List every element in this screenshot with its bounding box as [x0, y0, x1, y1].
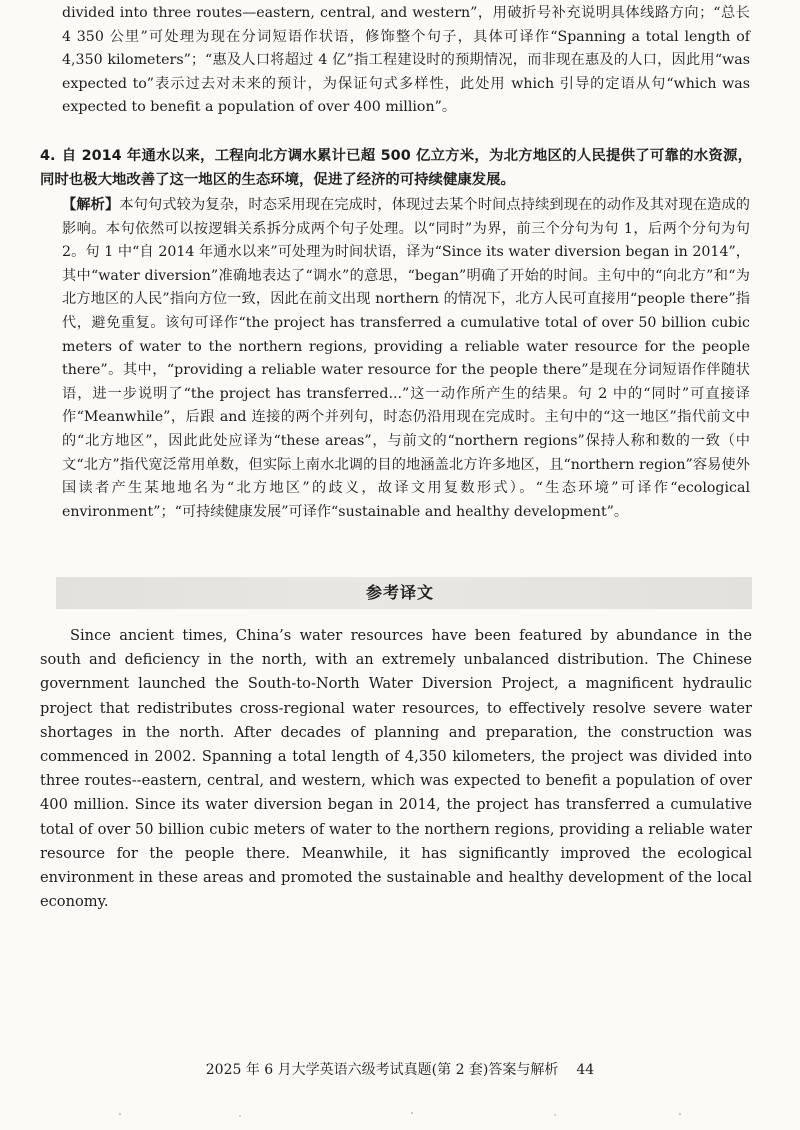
question-4-sentence	[40, 144, 752, 192]
page-number: 44	[576, 1062, 595, 1078]
analysis-paragraph	[62, 194, 750, 524]
reference-translation-paragraph	[40, 624, 752, 914]
analysis-continuation-paragraph: divided into three routes—eastern, central, and western”，用破折号补充说明具体线路方向；“总长 4 350 公里”可处理为现在分词短语作状语，修饰整个句子，具体可译作“Spanning a total length of 4,350 kilometers”；“惠及人口将超过 4 亿”指工程建设时的预期情况，而非现在惠及的人口，因此用“was expected to”表示过去对未来的预计，为保证句式多样性，此处用 which 引导的定语从句“which was expected to benefit a population of over 400 million”。	[62, 5, 750, 116]
question-4-text: 自 2014 年通水以来，工程向北方调水累计已超 500 亿立方米，为北方地区的人民提供了可靠的水资源，同时也极大地改善了这一地区的生态环境，促进了经济的可持续健康发展。	[40, 148, 752, 188]
scan-specks	[100, 1110, 700, 1120]
analysis-tag: 【解析】	[62, 197, 120, 213]
analysis-text: 本句句式较为复杂，时态采用现在完成时，体现过去某个时间点持续到现在的动作及其对现在造成的影响。本句依然可以按逻辑关系拆分成两个句子处理。以“同时”为界，前三个分句为句 1，后两个分句为句 2。句 1 中“自 2014 年通水以来”可处理为时间状语，译为“Since its water diversion began in 2014”，其中“water diversion”准确地表达了“调水”的意思，“began”明确了开始的时间。主句中的“向北方”和“为北方地区的人民”指向方位一致，因此在前文出现 northern 的情况下，北方人民可直接用“people there”指代，避免重复。该句可译作“the project has transferred a cumulative total of over 50 billion cubic meters of water to the northern regions, providing a reliable water resource for the people there”。其中，“providing a reliable water resource for the people there”是现在分词短语作伴随状语，进一步说明了“the project has transferred...”这一动作所产生的结果。句 2 中的“同时”可直接译作“Meanwhile”，后跟 and 连接的两个并列句，时态仍沿用现在完成时。主句中的“这一地区”指代前文中的“北方地区”，因此此处应译为“these areas”，与前文的“northern regions”保持人称和数的一致（中文“北方”指代宽泛常用单数，但实际上南水北调的目的地涵盖北方许多地区，且“northern region”容易使外国读者产生某地地名为“北方地区”的歧义，故译文用复数形式）。“生态环境”可译作“ecological environment”；“可持续健康发展”可译作“sustainable and healthy development”。	[62, 197, 750, 520]
reference-translation-text: Since ancient times, China’s water resources have been featured by abundance in the south and deficiency in the north, with an extremely unbalanced distribution. The Chinese government launched the South-to-North Water Diversion Project, a magnificent hydraulic project that redistributes cross-regional water resources, to effectively resolve severe water shortages in the north. After decades of planning and preparation, the construction was commenced in 2002. Spanning a total length of 4,350 kilometers, the project was divided into three routes--eastern, central, and western, which was expected to benefit a population of over 400 million. Since its water diversion began in 2014, the project has transferred a cumulative total of over 50 billion cubic meters of water to the northern regions, providing a reliable water resource for the people there. Meanwhile, it has significantly improved the ecological environment in these areas and promoted the sustainable and healthy development of the local economy.	[40, 627, 752, 911]
question-number: 4.	[40, 148, 56, 164]
footer-text: 2025 年 6 月大学英语六级考试真题(第 2 套)答案与解析	[205, 1062, 559, 1078]
page-footer	[0, 1060, 800, 1080]
section-title: 参考译文	[365, 583, 434, 602]
